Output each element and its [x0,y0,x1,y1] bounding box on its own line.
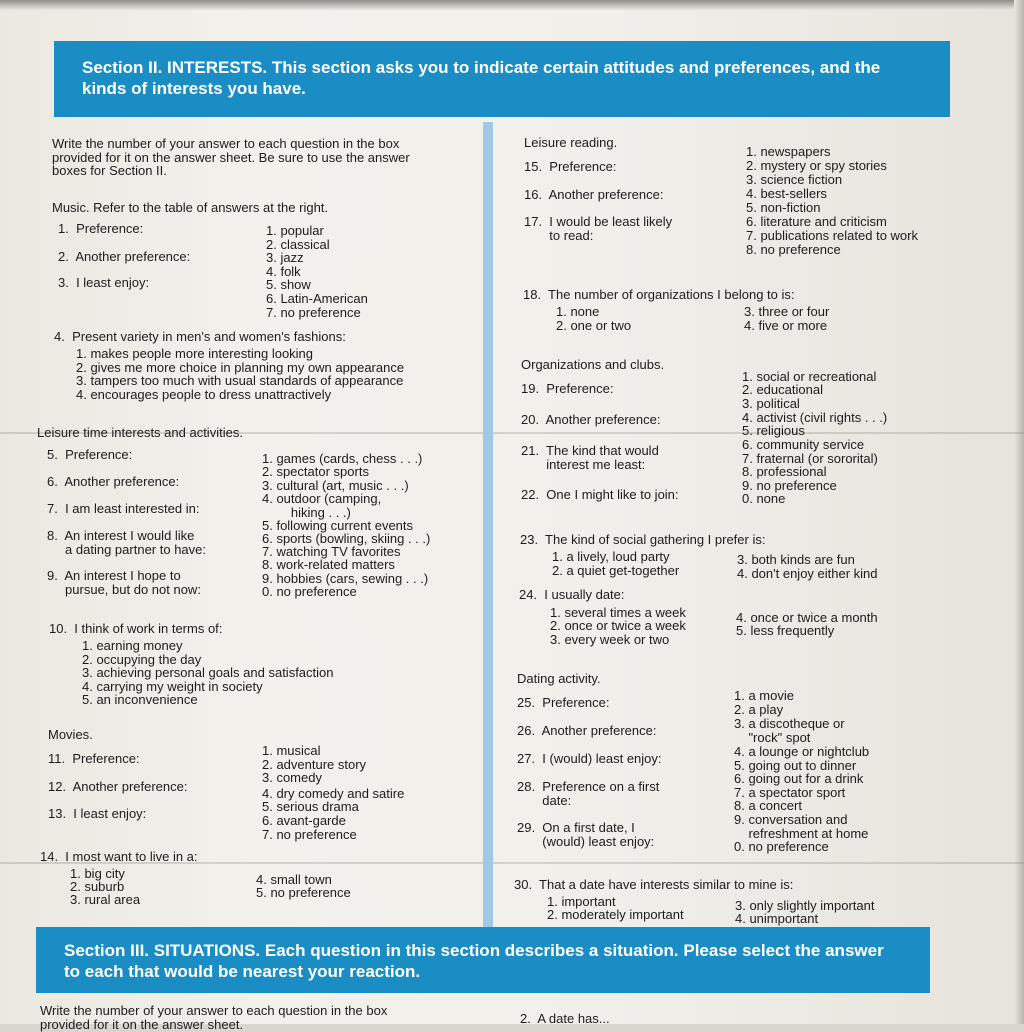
question-29: 29. On a first date, I (would) least enjoy: [517,820,655,849]
q14-option: 2. suburb [70,879,125,894]
question-3: 3. I least enjoy: [58,275,150,290]
q23-option: 2. a quiet get-together [552,563,680,578]
music-option: 6. Latin-American [266,291,368,306]
q10-option: 4. carrying my weight in society [82,679,263,694]
q18-option: 2. one or two [556,318,632,333]
question-2: 2. Another preference: [58,249,191,264]
q14-option: 1. big city [70,866,125,881]
q4-option: 2. gives me more choice in planning my own appearance [76,360,405,375]
dating-option: 5. going out to dinner [734,758,857,773]
question-22: 22. One I might like to join: [521,487,679,502]
dating-option: 7. a spectator sport [734,785,846,800]
reading-option: 6. literature and criticism [746,214,887,229]
org-option: 7. fraternal (or sororital) [742,451,878,466]
question-16: 16. Another preference: [524,187,664,202]
question-7: 7. I am least interested in: [47,501,200,516]
dating-option: 3. a discotheque or "rock" spot [734,716,845,745]
question-19: 19. Preference: [521,381,614,396]
q24-option: 1. several times a week [550,605,686,620]
page-right-edge [1014,0,1024,1024]
q18-option: 4. five or more [744,318,828,333]
q14-option: 4. small town [256,872,332,887]
question-24: 24. I usually date: [519,587,625,602]
movies-heading: Movies. [48,727,93,742]
leisure-option: 2. spectator sports [262,464,369,479]
dating-option: 9. conversation and refreshment at home [734,812,869,841]
question-25: 25. Preference: [517,695,610,710]
reading-option: 8. no preference [746,242,841,257]
q18-option: 3. three or four [744,304,830,319]
reading-heading: Leisure reading. [524,135,618,150]
question-17: 17. I would be least likely to read: [524,214,673,243]
movies-option: 4. dry comedy and satire [262,786,405,801]
movies-option: 5. serious drama [262,799,359,814]
q4-option: 1. makes people more interesting looking [76,346,314,361]
movies-option: 2. adventure story [262,757,367,772]
question-11: 11. Preference: [48,751,140,766]
section2-header: Section II. INTERESTS. This section asks you to indicate certain attitudes and preferences, and the kinds of interests you have. [54,41,950,117]
dating-option: 1. a movie [734,688,794,703]
q23-option: 1. a lively, loud party [552,549,670,564]
q10-option: 1. earning money [82,638,183,653]
dating-option: 8. a concert [734,798,802,813]
page-top-edge [0,0,1024,10]
reading-option: 7. publications related to work [746,228,918,243]
q14-option: 5. no preference [256,885,351,900]
section3-instructions: Write the number of your answer to each question in the box provided for it on the answer sheet. [40,1003,388,1032]
org-option: 6. community service [742,437,865,452]
q23-option: 3. both kinds are fun [737,552,855,567]
question-9: 9. An interest I hope to pursue, but do not now: [47,568,201,597]
leisure-heading: Leisure time interests and activities. [37,425,243,440]
section3-header: Section III. SITUATIONS. Each question in this section describes a situation. Please select the answer to each that would be nearest your reaction. [36,927,930,993]
music-option: 3. jazz [266,250,304,265]
question-10: 10. I think of work in terms of: [49,621,223,636]
q24-option: 4. once or twice a month [736,610,878,625]
q4-option: 3. tampers too much with usual standards of appearance [76,373,404,388]
question-8: 8. An interest I would like a dating partner to have: [47,528,206,557]
leisure-option: 9. hobbies (cars, sewing . . .) [262,571,429,586]
leisure-option: 0. no preference [262,584,357,599]
question-15: 15. Preference: [524,159,617,174]
question-18: 18. The number of organizations I belong to is: [523,287,795,302]
movies-option: 7. no preference [262,827,357,842]
question-1: 1. Preference: [58,221,144,236]
org-option: 9. no preference [742,478,837,493]
q24-option: 5. less frequently [736,623,835,638]
q18-option: 1. none [556,304,600,319]
music-option: 7. no preference [266,305,361,320]
org-option: 2. educational [742,382,823,397]
leisure-option: 6. sports (bowling, skiing . . .) [262,531,431,546]
org-option: 3. political [742,396,800,411]
leisure-option: 8. work-related matters [262,557,395,572]
question-26: 26. Another preference: [517,723,657,738]
question-13: 13. I least enjoy: [48,806,147,821]
organizations-heading: Organizations and clubs. [521,357,665,372]
q24-option: 3. every week or two [550,632,670,647]
question-27: 27. I (would) least enjoy: [517,751,662,766]
dating-heading: Dating activity. [517,671,601,686]
question-20: 20. Another preference: [521,412,661,427]
reading-option: 5. non-fiction [746,200,821,215]
q30-option: 1. important [547,894,616,909]
question-4: 4. Present variety in men's and women's fashions: [54,329,346,344]
section3-question-fragment: 2. A date has... [520,1011,610,1026]
reading-option: 2. mystery or spy stories [746,158,887,173]
dating-option: 2. a play [734,702,784,717]
q30-option: 4. unimportant [735,911,819,926]
question-30: 30. That a date have interests similar to mine is: [514,877,794,892]
dating-option: 6. going out for a drink [734,771,864,786]
dating-option: 4. a lounge or nightclub [734,744,870,759]
question-21: 21. The kind that would interest me least: [521,443,659,472]
question-12: 12. Another preference: [48,779,188,794]
q30-option: 2. moderately important [547,907,684,922]
movies-option: 1. musical [262,743,321,758]
leisure-option: 1. games (cards, chess . . .) [262,451,423,466]
reading-option: 3. science fiction [746,172,843,187]
leisure-option: 7. watching TV favorites [262,544,401,559]
column-divider [483,122,493,930]
instructions: Write the number of your answer to each question in the box provided for it on the answer sheet. Be sure to use the answer boxes for Section II. [52,136,410,179]
q23-option: 4. don't enjoy either kind [737,566,878,581]
movies-option: 3. comedy [262,770,322,785]
music-heading: Music. Refer to the table of answers at the right. [52,200,329,215]
dating-option: 0. no preference [734,839,829,854]
org-option: 5. religious [742,423,805,438]
movies-option: 6. avant-garde [262,813,346,828]
question-6: 6. Another preference: [47,474,180,489]
org-option: 0. none [742,491,786,506]
question-23: 23. The kind of social gathering I prefer is: [520,532,766,547]
leisure-option: 4. outdoor (camping, hiking . . .) [262,491,382,520]
question-14: 14. I most want to live in a: [40,849,198,864]
leisure-option: 3. cultural (art, music . . .) [262,478,409,493]
q24-option: 2. once or twice a week [550,618,686,633]
org-option: 1. social or recreational [742,369,877,384]
leisure-option: 5. following current events [262,518,414,533]
q10-option: 5. an inconvenience [82,692,198,707]
q30-option: 3. only slightly important [735,898,875,913]
question-28: 28. Preference on a first date: [517,779,660,808]
q10-option: 2. occupying the day [82,652,202,667]
question-5: 5. Preference: [47,447,133,462]
music-option: 1. popular [266,223,324,238]
org-option: 8. professional [742,464,827,479]
reading-option: 4. best-sellers [746,186,827,201]
music-option: 2. classical [266,237,330,252]
music-option: 5. show [266,277,311,292]
music-option: 4. folk [266,264,301,279]
reading-option: 1. newspapers [746,144,831,159]
org-option: 4. activist (civil rights . . .) [742,410,888,425]
q14-option: 3. rural area [70,892,141,907]
q4-option: 4. encourages people to dress unattractively [76,387,332,402]
q10-option: 3. achieving personal goals and satisfaction [82,665,334,680]
